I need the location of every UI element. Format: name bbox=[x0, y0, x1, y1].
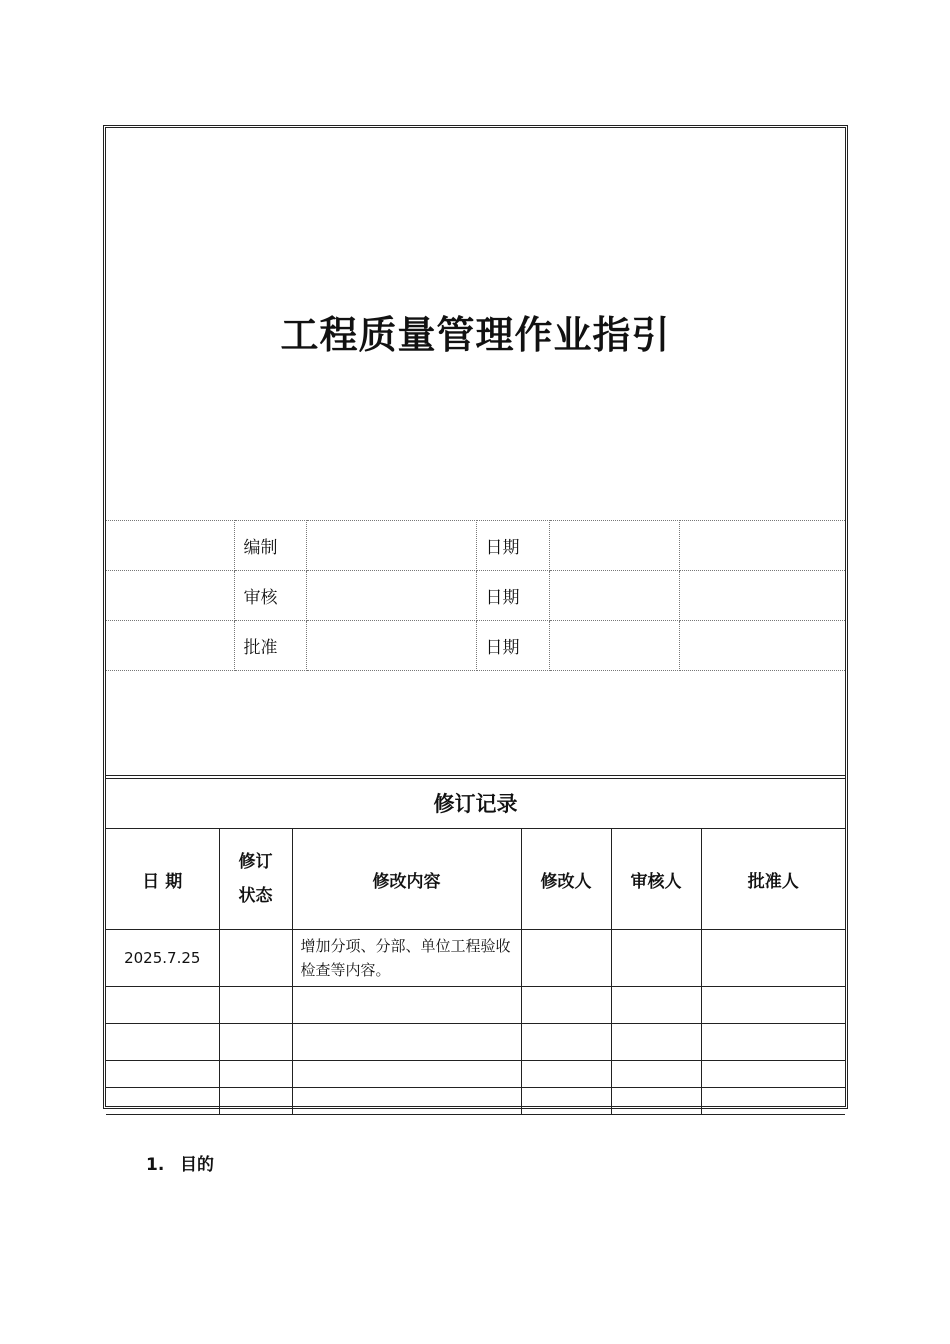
section-number: 1. bbox=[146, 1155, 165, 1175]
header-modifier: 修改人 bbox=[521, 829, 611, 930]
header-content: 修改内容 bbox=[292, 829, 521, 930]
revision-content: 增加分项、分部、单位工程验收检查等内容。 bbox=[292, 930, 521, 987]
empty-cell bbox=[106, 1024, 219, 1061]
sign-blank-cell bbox=[106, 571, 234, 621]
sign-label: 编制 bbox=[234, 521, 306, 571]
sign-off-table bbox=[106, 520, 845, 671]
empty-cell bbox=[106, 1088, 219, 1115]
header-reviewer: 审核人 bbox=[611, 829, 701, 930]
sign-extra bbox=[679, 521, 845, 571]
revision-reviewer bbox=[611, 930, 701, 987]
empty-cell bbox=[219, 1024, 292, 1061]
section-heading-purpose bbox=[146, 1150, 214, 1175]
empty-cell bbox=[611, 1024, 701, 1061]
revision-table bbox=[106, 828, 845, 1115]
table-row bbox=[106, 930, 845, 987]
revision-status bbox=[219, 930, 292, 987]
revision-date: 2025.7.25 bbox=[106, 930, 219, 987]
sign-label: 批准 bbox=[234, 621, 306, 671]
sign-value bbox=[306, 621, 476, 671]
sign-date-value bbox=[549, 521, 679, 571]
sign-blank-cell bbox=[106, 521, 234, 571]
empty-cell bbox=[611, 987, 701, 1024]
revision-header-row bbox=[106, 829, 845, 930]
revision-approver bbox=[701, 930, 845, 987]
document-title: 工程质量管理作业指引 bbox=[280, 313, 671, 357]
empty-cell bbox=[521, 1088, 611, 1115]
empty-cell bbox=[292, 987, 521, 1024]
empty-cell bbox=[219, 1061, 292, 1088]
empty-cell bbox=[292, 1024, 521, 1061]
empty-cell bbox=[701, 1088, 845, 1115]
empty-cell bbox=[292, 1061, 521, 1088]
empty-cell bbox=[611, 1061, 701, 1088]
header-status bbox=[219, 829, 292, 930]
empty-cell bbox=[521, 1024, 611, 1061]
empty-cell bbox=[521, 1061, 611, 1088]
empty-cell bbox=[701, 1024, 845, 1061]
table-row bbox=[106, 1061, 845, 1088]
empty-cell bbox=[611, 1088, 701, 1115]
empty-cell bbox=[219, 1088, 292, 1115]
sign-date-label: 日期 bbox=[476, 621, 549, 671]
revision-record-title: 修订记录 bbox=[106, 779, 845, 829]
sign-date-label: 日期 bbox=[476, 521, 549, 571]
empty-cell bbox=[701, 1061, 845, 1088]
sign-row-compile bbox=[106, 521, 845, 571]
sign-row-approve bbox=[106, 621, 845, 671]
empty-cell bbox=[106, 987, 219, 1024]
header-date: 日 期 bbox=[106, 829, 219, 930]
table-row bbox=[106, 1024, 845, 1061]
sign-date-value bbox=[549, 571, 679, 621]
table-row bbox=[106, 1088, 845, 1115]
section-title: 目的 bbox=[180, 1155, 214, 1175]
sign-date-value bbox=[549, 621, 679, 671]
sign-extra bbox=[679, 621, 845, 671]
sign-extra bbox=[679, 571, 845, 621]
header-approver: 批准人 bbox=[701, 829, 845, 930]
header-status-line1: 修订 bbox=[238, 852, 273, 872]
sign-value bbox=[306, 521, 476, 571]
empty-cell bbox=[106, 1061, 219, 1088]
document-frame bbox=[103, 125, 848, 1109]
sign-row-review bbox=[106, 571, 845, 621]
header-status-line2: 状态 bbox=[238, 886, 273, 906]
sign-blank-cell bbox=[106, 621, 234, 671]
revision-modifier bbox=[521, 930, 611, 987]
table-row bbox=[106, 987, 845, 1024]
empty-cell bbox=[292, 1088, 521, 1115]
sign-date-label: 日期 bbox=[476, 571, 549, 621]
empty-cell bbox=[219, 987, 292, 1024]
sign-value bbox=[306, 571, 476, 621]
empty-cell bbox=[701, 987, 845, 1024]
sign-label: 审核 bbox=[234, 571, 306, 621]
empty-cell bbox=[521, 987, 611, 1024]
